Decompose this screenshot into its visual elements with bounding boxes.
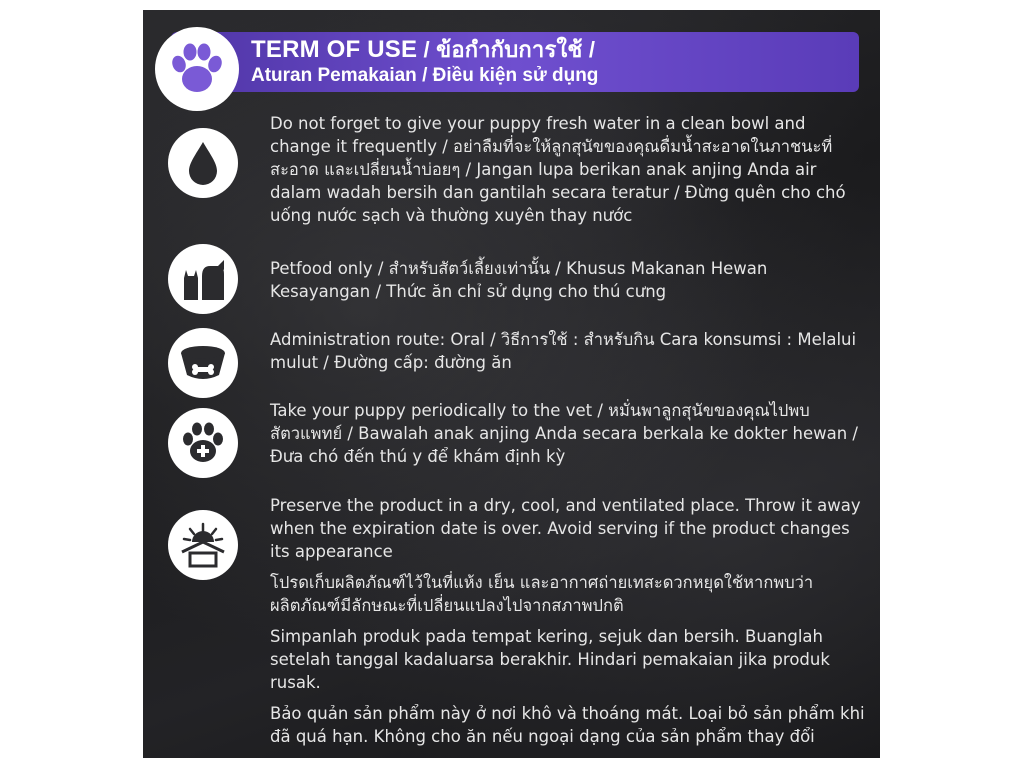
header-title-thai: / ข้อกำกับการใช้ / <box>423 37 596 62</box>
header-text <box>251 37 851 89</box>
storage-instructions-th: โปรดเก็บผลิตภัณฑ์ไว้ในที่แห้ง เย็น และอากาศถ่ายเทสะดวกหยุดใช้หากพบว่าผลิตภัณฑ์มีลักษณะที่เปลี่ยนแปลงไปจากสภาพปกติ <box>270 573 814 615</box>
petfood-notice: Petfood only / สำหรับสัตว์เลี้ยงเท่านั้น / Khusus Makanan Hewan Kesayangan / Thức ăn chỉ sử dụng cho thú cưng <box>270 259 768 301</box>
food-bowl-icon <box>177 343 229 383</box>
water-icon-badge <box>168 128 238 198</box>
header-title: TERM OF USE <box>251 36 418 63</box>
paw-plus-icon <box>178 418 228 468</box>
administration-route: Administration route: Oral / วิธีการใช้ : สำหรับกิน Cara konsumsi : Melalui mulut / Đường cấp: đường ăn <box>270 330 857 372</box>
storage-instructions-id: Simpanlah produk pada tempat kering, sejuk dan bersih. Buanglah setelah tanggal kadaluarsa berakhir. Hindari pemakaian jika produk rusak. <box>270 627 830 692</box>
paw-icon <box>165 37 229 101</box>
sun-house-icon <box>178 520 228 570</box>
header-title-line <box>251 37 851 63</box>
water-instructions: Do not forget to give your puppy fresh water in a clean bowl and change it frequently / อย่าลืมที่จะให้ลูกสุนัขของคุณดื่มน้ำสะอาดในภาชนะที่สะอาด และเปลี่ยนน้ำบ่อยๆ / Jangan lupa berikan anak anjing Anda air dalam wadah bersih dan gantilah secara teratur / Đừng quên cho chó uống nước sạch và thường xuyên thay nước <box>270 114 846 225</box>
storage-instructions-en: Preserve the product in a dry, cool, and ventilated place. Throw it away when the expiration date is over. Avoid serving if the product changes its appearance <box>270 496 861 561</box>
pets-icon-badge <box>168 244 238 314</box>
storage-icon-badge <box>168 510 238 580</box>
cat-dog-icon <box>178 256 228 302</box>
storage-instructions-vi: Bảo quản sản phẩm này ở nơi khô và thoáng mát. Loại bỏ sản phẩm khi đã quá hạn. Không cho ăn nếu ngoại dạng của sản phẩm thay đổi <box>270 704 865 746</box>
paw-badge <box>155 27 239 111</box>
water-drop-icon <box>183 139 223 187</box>
bowl-icon-badge <box>168 328 238 398</box>
package-back-panel <box>143 10 880 758</box>
vet-visit-advice: Take your puppy periodically to the vet / หมั่นพาลูกสุนัขของคุณไปพบสัตวแพทย์ / Bawalah anak anjing Anda secara berkala ke dokter hewan / Đưa chó đến thú y để khám định kỳ <box>270 401 858 466</box>
header-subtitle: Aturan Pemakaian / Điều kiện sử dụng <box>251 65 599 86</box>
vet-icon-badge <box>168 408 238 478</box>
